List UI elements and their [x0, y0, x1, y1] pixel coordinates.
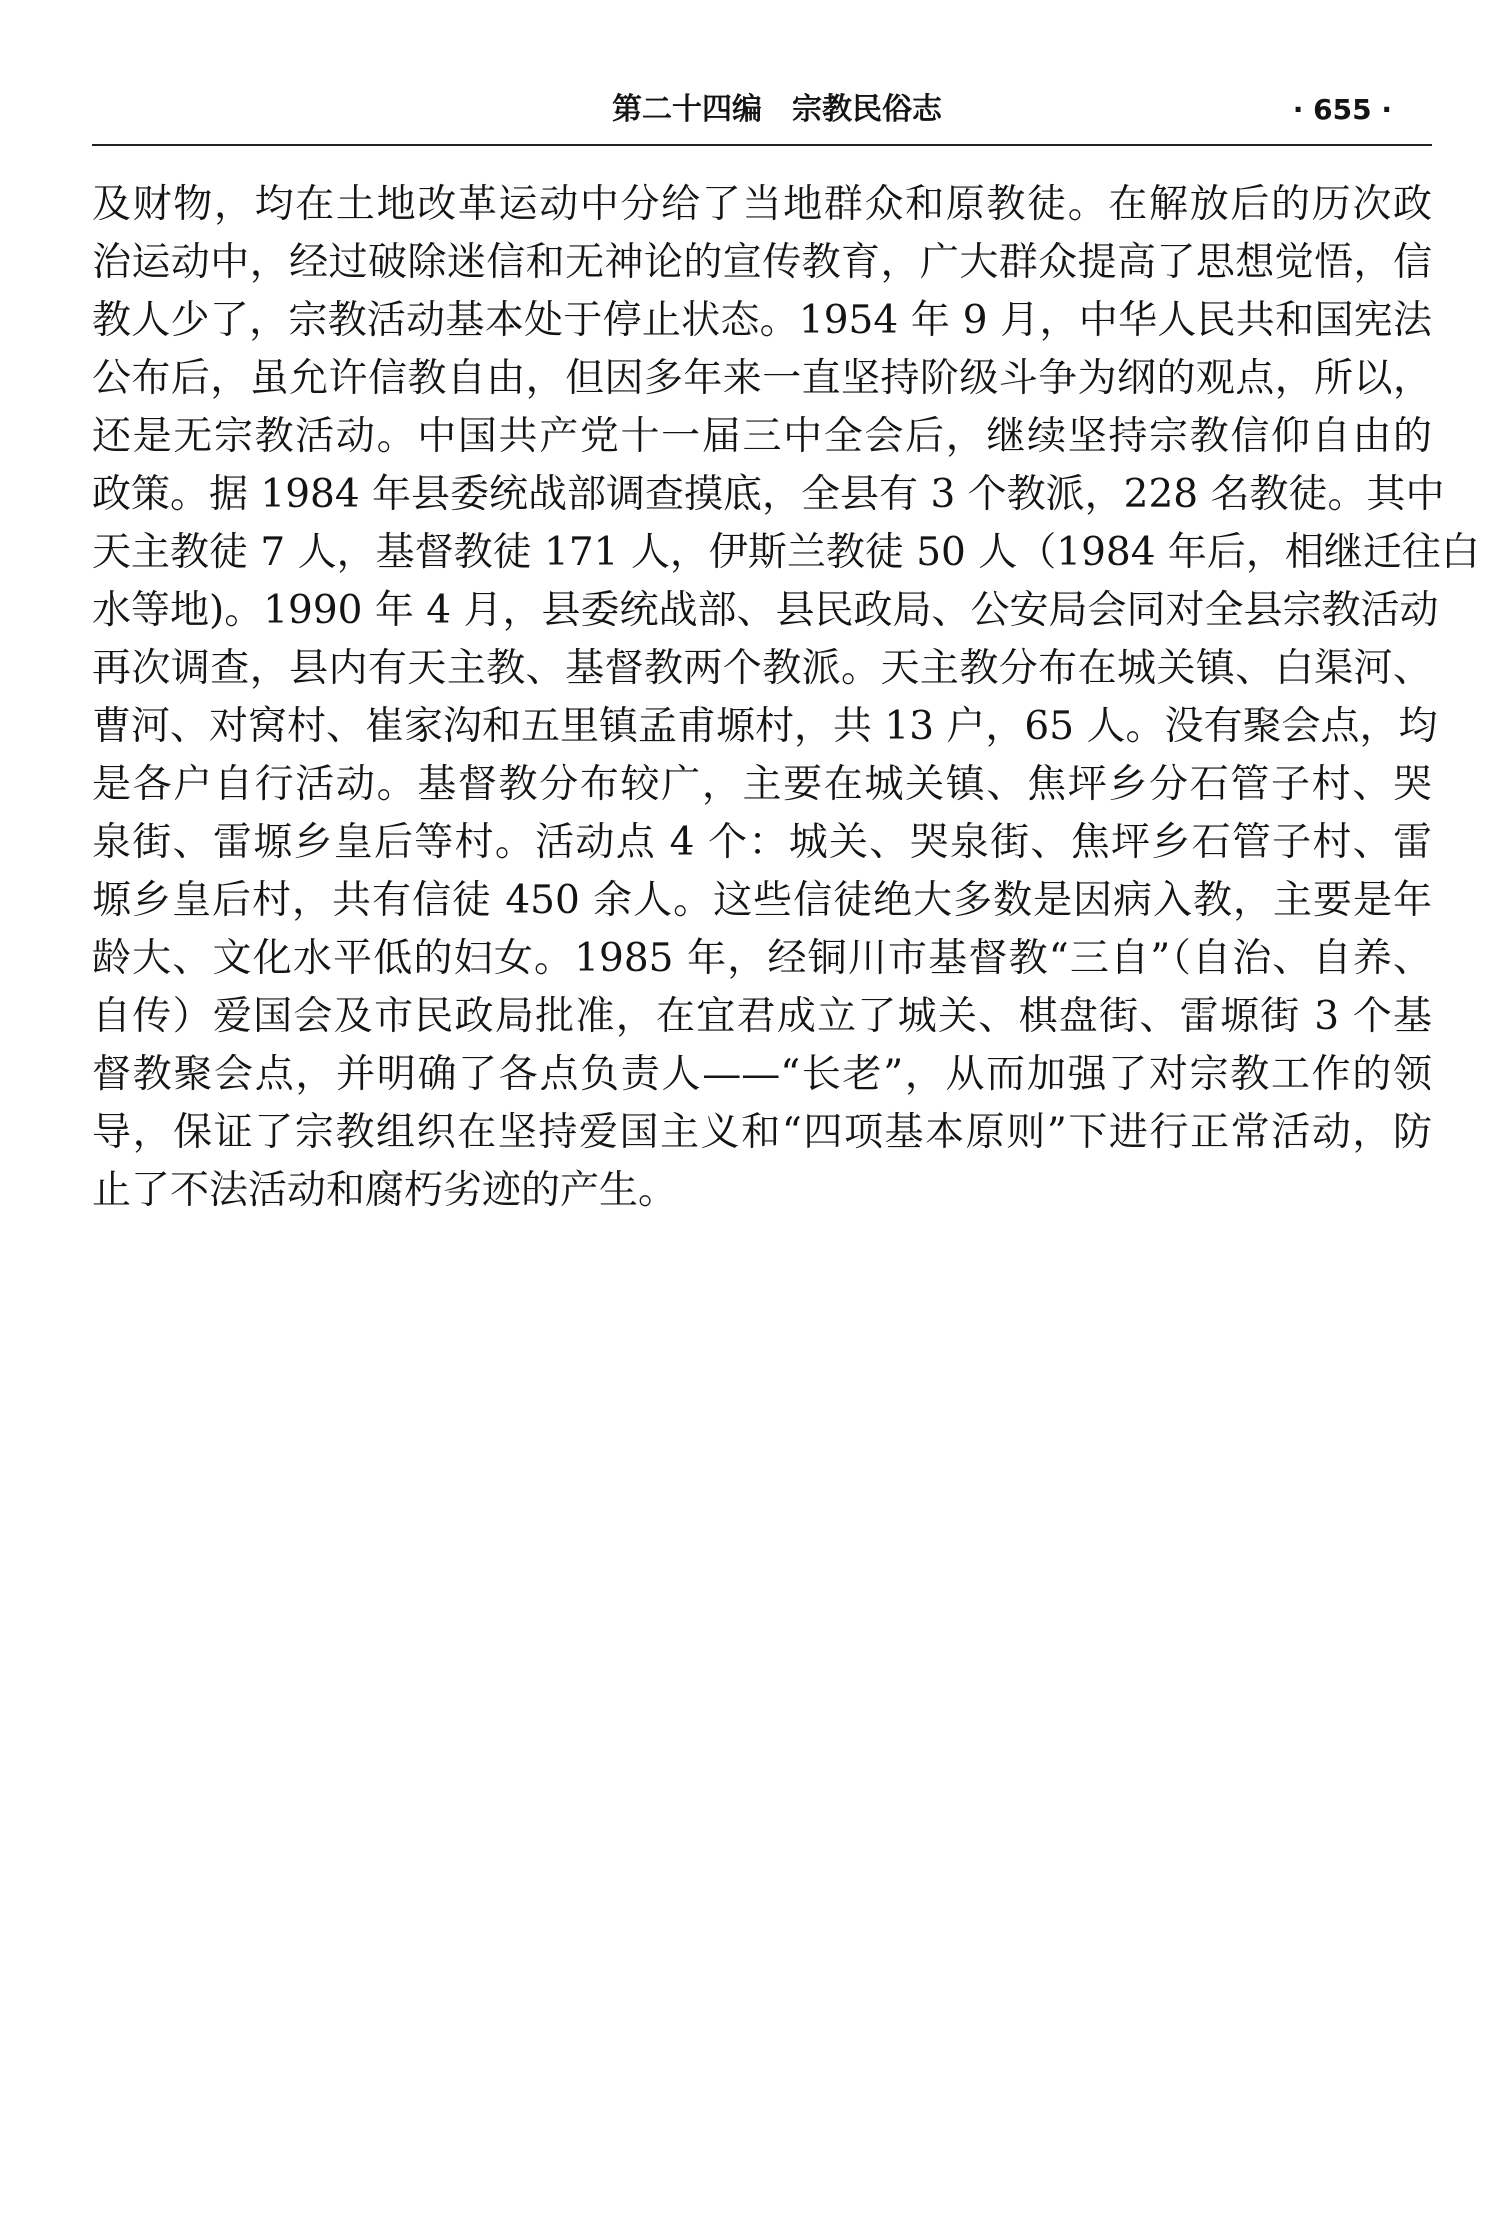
- text-line: 是各户自行活动。基督教分布较广，主要在城关镇、焦坪乡分石管子村、哭: [92, 762, 1432, 807]
- text-line: 天主教徒 7 人，基督教徒 171 人，伊斯兰教徒 50 人（1984 年后，相继迁往白: [92, 530, 1480, 575]
- text-line: 还是无宗教活动。中国共产党十一届三中全会后，继续坚持宗教信仰自由的: [92, 414, 1432, 459]
- text-line: 政策。据 1984 年县委统战部调查摸底，全县有 3 个教派，228 名教徒。其中: [92, 472, 1445, 517]
- text-line: 治运动中，经过破除迷信和无神论的宣传教育，广大群众提高了思想觉悟，信: [92, 240, 1432, 285]
- text-line: 止了不法活动和腐朽劣迹的产生。: [92, 1168, 678, 1213]
- text-line: 导，保证了宗教组织在坚持爱国主义和“四项基本原则”下进行正常活动，防: [92, 1110, 1432, 1155]
- text-line: 自传）爱国会及市民政局批准，在宜君成立了城关、棋盘街、雷塬街 3 个基: [92, 994, 1432, 1039]
- text-line: 再次调查，县内有天主教、基督教两个教派。天主教分布在城关镇、白渠河、: [92, 646, 1432, 691]
- text-line: 泉街、雷塬乡皇后等村。活动点 4 个：城关、哭泉街、焦坪乡石管子村、雷: [92, 820, 1432, 865]
- page-number: · 655 ·: [1292, 93, 1392, 126]
- text-line: 公布后，虽允许信教自由，但因多年来一直坚持阶级斗争为纲的观点，所以，: [92, 356, 1432, 401]
- text-line: 水等地)。1990 年 4 月，县委统战部、县民政局、公安局会同对全县宗教活动: [92, 588, 1439, 633]
- text-line: 教人少了，宗教活动基本处于停止状态。1954 年 9 月，中华人民共和国宪法: [92, 298, 1432, 343]
- text-line: 塬乡皇后村，共有信徒 450 余人。这些信徒绝大多数是因病入教，主要是年: [92, 878, 1432, 923]
- text-line: 督教聚会点，并明确了各点负责人——“长老”，从而加强了对宗教工作的领: [92, 1052, 1432, 1097]
- text-line: 曹河、对窝村、崔家沟和五里镇孟甫塬村，共 13 户，65 人。没有聚会点，均: [92, 704, 1438, 749]
- text-line: 及财物，均在土地改革运动中分给了当地群众和原教徒。在解放后的历次政: [92, 182, 1432, 227]
- text-line: 龄大、文化水平低的妇女。1985 年，经铜川市基督教“三自”（自治、自养、: [92, 936, 1432, 981]
- body-text: [92, 176, 1480, 1220]
- running-title: 第二十四编 宗教民俗志: [612, 92, 942, 127]
- page-header: [92, 88, 1432, 146]
